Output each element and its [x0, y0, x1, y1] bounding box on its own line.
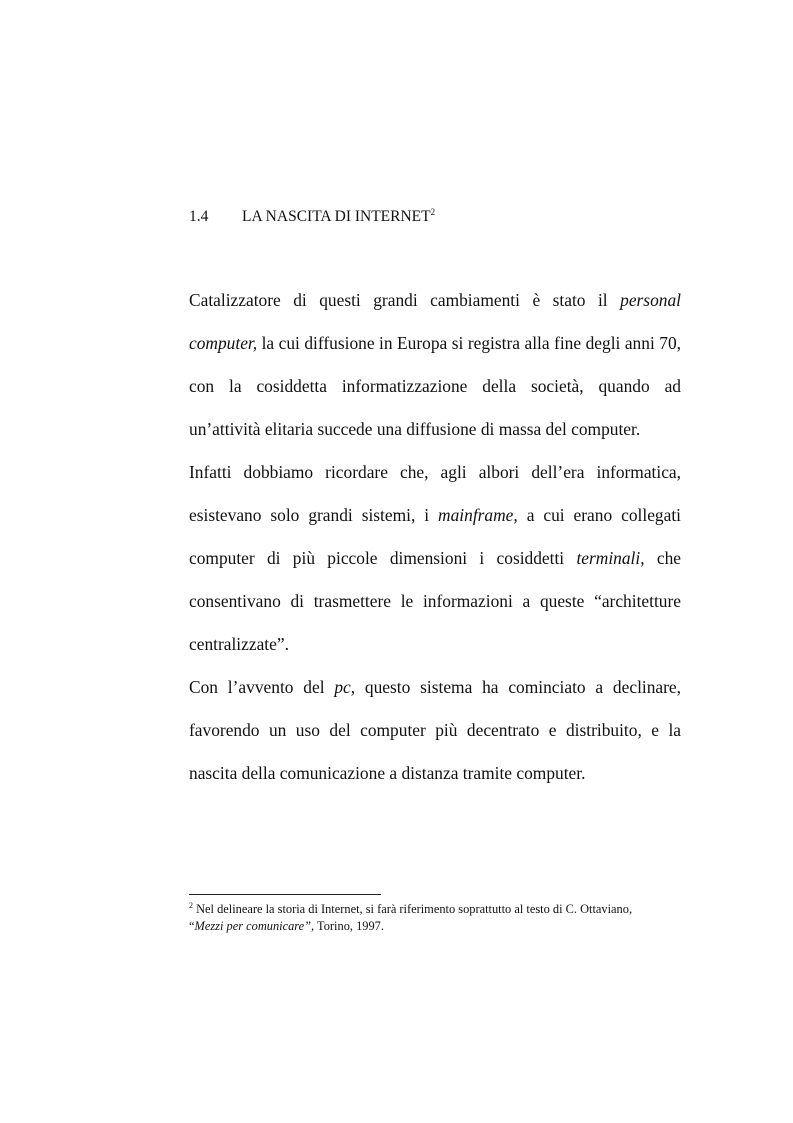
paragraph-text: Infatti dobbiamo ricordare che, agli albori dell’era informatica, esistevano solo grandi sistemi, i: [189, 462, 681, 525]
emphasis-text: pc,: [334, 677, 356, 697]
footnote-reference: 2: [430, 207, 436, 217]
footnote-text: Nel delineare la storia di Internet, si farà riferimento soprattutto al testo di C. Ottaviano,: [193, 902, 633, 916]
footnote-line-2: [189, 918, 689, 935]
paragraph: [189, 451, 681, 666]
section-heading: [189, 207, 435, 227]
paragraph-text: la cui diffusione in Europa si registra alla fine degli anni 70, con la cosiddetta informatizzazione della società, quando ad un’attività elitaria succede una diffusione di massa del computer.: [189, 333, 681, 439]
paragraph-text: Con l’avvento del: [189, 677, 335, 697]
footnote-quote-open: “: [189, 919, 195, 933]
footnote-marker: 2: [189, 901, 193, 910]
footnote-publication: Torino, 1997.: [314, 919, 384, 933]
paragraph: [189, 279, 681, 451]
paragraph-text: che consentivano di trasmettere le informazioni a queste “architetture centralizzate”.: [189, 548, 681, 654]
section-number: 1.4: [189, 208, 209, 225]
emphasis-text: terminali,: [576, 548, 645, 568]
emphasis-text: personal computer,: [189, 290, 681, 353]
paragraph-text: questo sistema ha cominciato a declinare, favorendo un uso del computer più decentrato e distribuito, e la nascita della comunicazione a distanza tramite computer.: [189, 677, 681, 783]
footnote-book-title: Mezzi per comunicare”,: [194, 919, 315, 933]
body-text: [189, 279, 681, 795]
footnote-line-1: [189, 901, 689, 918]
section-title: LA NASCITA DI INTERNET: [242, 208, 431, 225]
paragraph-text: Catalizzatore di questi grandi cambiamenti è stato il: [189, 290, 621, 310]
emphasis-text: mainframe,: [438, 505, 518, 525]
footnote: [189, 901, 689, 935]
footnote-separator: [189, 894, 381, 895]
paragraph: [189, 666, 681, 795]
paragraph-text: a cui erano collegati computer di più piccole dimensioni i cosiddetti: [189, 505, 681, 568]
